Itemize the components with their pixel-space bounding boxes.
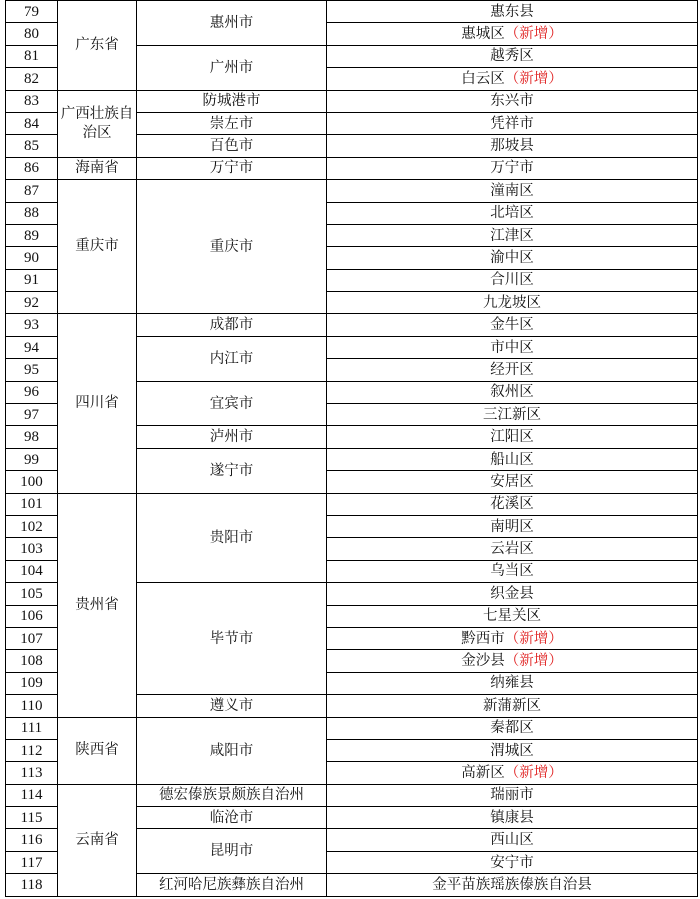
table-row [6, 1, 698, 23]
county-cell [327, 762, 698, 784]
row-number-cell: 89 [6, 224, 58, 246]
province-cell: 重庆市 [58, 180, 137, 314]
row-number-cell: 112 [6, 739, 58, 761]
county-name: 安居区 [490, 473, 534, 490]
province-cell: 贵州省 [58, 493, 137, 717]
county-cell [327, 157, 698, 179]
county-cell [327, 560, 698, 582]
row-number-cell: 118 [6, 874, 58, 896]
city-cell: 成都市 [137, 314, 327, 336]
county-cell [327, 404, 698, 426]
county-name: 惠东县 [490, 3, 534, 20]
county-name: 凭祥市 [490, 115, 534, 132]
county-name: 渝中区 [490, 249, 534, 266]
county-name: 七星关区 [483, 608, 541, 625]
county-cell [327, 202, 698, 224]
row-number-cell: 80 [6, 23, 58, 45]
county-cell [327, 471, 698, 493]
county-cell [327, 269, 698, 291]
row-number-cell: 81 [6, 45, 58, 67]
county-name: 织金县 [490, 585, 534, 602]
county-cell [327, 247, 698, 269]
county-cell [327, 336, 698, 358]
county-cell [327, 717, 698, 739]
row-number-cell: 86 [6, 157, 58, 179]
county-name: 九龙坡区 [483, 294, 541, 311]
row-number-cell: 103 [6, 538, 58, 560]
row-number-cell: 115 [6, 807, 58, 829]
county-cell [327, 135, 698, 157]
row-number-cell: 87 [6, 180, 58, 202]
table-row [6, 157, 698, 179]
city-cell: 临沧市 [137, 807, 327, 829]
county-cell [327, 359, 698, 381]
city-cell: 红河哈尼族彝族自治州 [137, 874, 327, 896]
city-cell: 遂宁市 [137, 448, 327, 493]
row-number-cell: 93 [6, 314, 58, 336]
city-cell: 咸阳市 [137, 717, 327, 784]
city-cell: 德宏傣族景颇族自治州 [137, 784, 327, 806]
county-cell [327, 23, 698, 45]
province-cell: 四川省 [58, 314, 137, 493]
row-number-cell: 102 [6, 515, 58, 537]
county-name: 江津区 [490, 227, 534, 244]
county-cell [327, 784, 698, 806]
county-cell [327, 739, 698, 761]
county-cell [327, 672, 698, 694]
county-cell [327, 829, 698, 851]
row-number-cell: 98 [6, 426, 58, 448]
county-cell [327, 224, 698, 246]
row-number-cell: 106 [6, 605, 58, 627]
county-name: 潼南区 [490, 182, 534, 199]
county-name: 纳雍县 [490, 675, 534, 692]
new-tag: （新增） [504, 26, 563, 43]
table-row [6, 314, 698, 336]
city-cell: 贵阳市 [137, 493, 327, 583]
city-cell: 百色市 [137, 135, 327, 157]
county-cell [327, 90, 698, 112]
county-name: 花溪区 [490, 496, 534, 513]
county-name: 叙州区 [490, 384, 534, 401]
new-tag: （新增） [504, 70, 563, 87]
county-name: 瑞丽市 [490, 787, 534, 804]
city-cell: 防城港市 [137, 90, 327, 112]
row-number-cell: 113 [6, 762, 58, 784]
row-number-cell: 99 [6, 448, 58, 470]
table-row [6, 717, 698, 739]
county-name: 秦都区 [490, 720, 534, 737]
county-cell [327, 448, 698, 470]
city-cell: 惠州市 [137, 1, 327, 46]
county-name: 万宁市 [490, 160, 534, 177]
row-number-cell: 104 [6, 560, 58, 582]
county-name: 惠城区 [461, 26, 505, 43]
row-number-cell: 109 [6, 672, 58, 694]
county-name: 南明区 [490, 518, 534, 535]
county-cell [327, 426, 698, 448]
county-name: 东兴市 [490, 93, 534, 110]
row-number-cell: 116 [6, 829, 58, 851]
city-cell: 崇左市 [137, 112, 327, 134]
county-cell [327, 1, 698, 23]
row-number-cell: 96 [6, 381, 58, 403]
table-row [6, 493, 698, 515]
table-body [6, 1, 698, 897]
county-cell [327, 314, 698, 336]
county-cell [327, 45, 698, 67]
county-cell [327, 538, 698, 560]
county-cell [327, 493, 698, 515]
row-number-cell: 110 [6, 695, 58, 717]
county-name: 那坡县 [490, 138, 534, 155]
county-name: 渭城区 [490, 742, 534, 759]
city-cell: 万宁市 [137, 157, 327, 179]
county-cell [327, 627, 698, 649]
province-cell: 广西壮族自治区 [58, 90, 137, 157]
row-number-cell: 101 [6, 493, 58, 515]
new-tag: （新增） [504, 764, 563, 781]
row-number-cell: 95 [6, 359, 58, 381]
county-name: 经开区 [490, 361, 534, 378]
row-number-cell: 90 [6, 247, 58, 269]
table-row [6, 90, 698, 112]
province-cell: 陕西省 [58, 717, 137, 784]
county-name: 新蒲新区 [483, 697, 541, 714]
city-cell: 遵义市 [137, 695, 327, 717]
row-number-cell: 92 [6, 292, 58, 314]
row-number-cell: 85 [6, 135, 58, 157]
county-cell [327, 605, 698, 627]
county-cell [327, 851, 698, 873]
county-name: 黔西市 [461, 630, 505, 647]
county-cell [327, 68, 698, 90]
county-cell [327, 583, 698, 605]
region-table [5, 0, 698, 897]
row-number-cell: 84 [6, 112, 58, 134]
row-number-cell: 105 [6, 583, 58, 605]
province-cell: 广东省 [58, 1, 137, 91]
county-name: 安宁市 [490, 854, 534, 871]
county-name: 市中区 [490, 339, 534, 356]
row-number-cell: 114 [6, 784, 58, 806]
city-cell: 昆明市 [137, 829, 327, 874]
row-number-cell: 117 [6, 851, 58, 873]
county-name: 金平苗族瑶族傣族自治县 [432, 876, 592, 893]
city-cell: 重庆市 [137, 180, 327, 314]
city-cell: 内江市 [137, 336, 327, 381]
county-name: 三江新区 [483, 406, 541, 423]
new-tag: （新增） [504, 630, 563, 647]
table-row [6, 784, 698, 806]
county-name: 越秀区 [490, 48, 534, 65]
row-number-cell: 100 [6, 471, 58, 493]
county-name: 金沙县 [461, 653, 505, 670]
row-number-cell: 82 [6, 68, 58, 90]
table-row [6, 180, 698, 202]
province-cell: 海南省 [58, 157, 137, 179]
row-number-cell: 91 [6, 269, 58, 291]
county-name: 云岩区 [490, 541, 534, 558]
county-name: 金牛区 [490, 317, 534, 334]
county-cell [327, 650, 698, 672]
county-name: 镇康县 [490, 809, 534, 826]
county-name: 船山区 [490, 451, 534, 468]
county-cell [327, 112, 698, 134]
city-cell: 毕节市 [137, 583, 327, 695]
province-cell: 云南省 [58, 784, 137, 896]
county-name: 北培区 [490, 205, 534, 222]
county-name: 江阳区 [490, 429, 534, 446]
row-number-cell: 111 [6, 717, 58, 739]
row-number-cell: 107 [6, 627, 58, 649]
row-number-cell: 83 [6, 90, 58, 112]
row-number-cell: 79 [6, 1, 58, 23]
city-cell: 泸州市 [137, 426, 327, 448]
county-name: 高新区 [461, 764, 505, 781]
county-name: 乌当区 [490, 563, 534, 580]
county-cell [327, 292, 698, 314]
county-cell [327, 807, 698, 829]
county-name: 西山区 [490, 832, 534, 849]
city-cell: 广州市 [137, 45, 327, 90]
county-cell [327, 515, 698, 537]
city-cell: 宜宾市 [137, 381, 327, 426]
new-tag: （新增） [504, 653, 563, 670]
row-number-cell: 94 [6, 336, 58, 358]
county-name: 白云区 [461, 70, 505, 87]
county-cell [327, 695, 698, 717]
county-cell [327, 874, 698, 896]
county-cell [327, 381, 698, 403]
row-number-cell: 97 [6, 404, 58, 426]
county-name: 合川区 [490, 272, 534, 289]
county-cell [327, 180, 698, 202]
row-number-cell: 88 [6, 202, 58, 224]
row-number-cell: 108 [6, 650, 58, 672]
